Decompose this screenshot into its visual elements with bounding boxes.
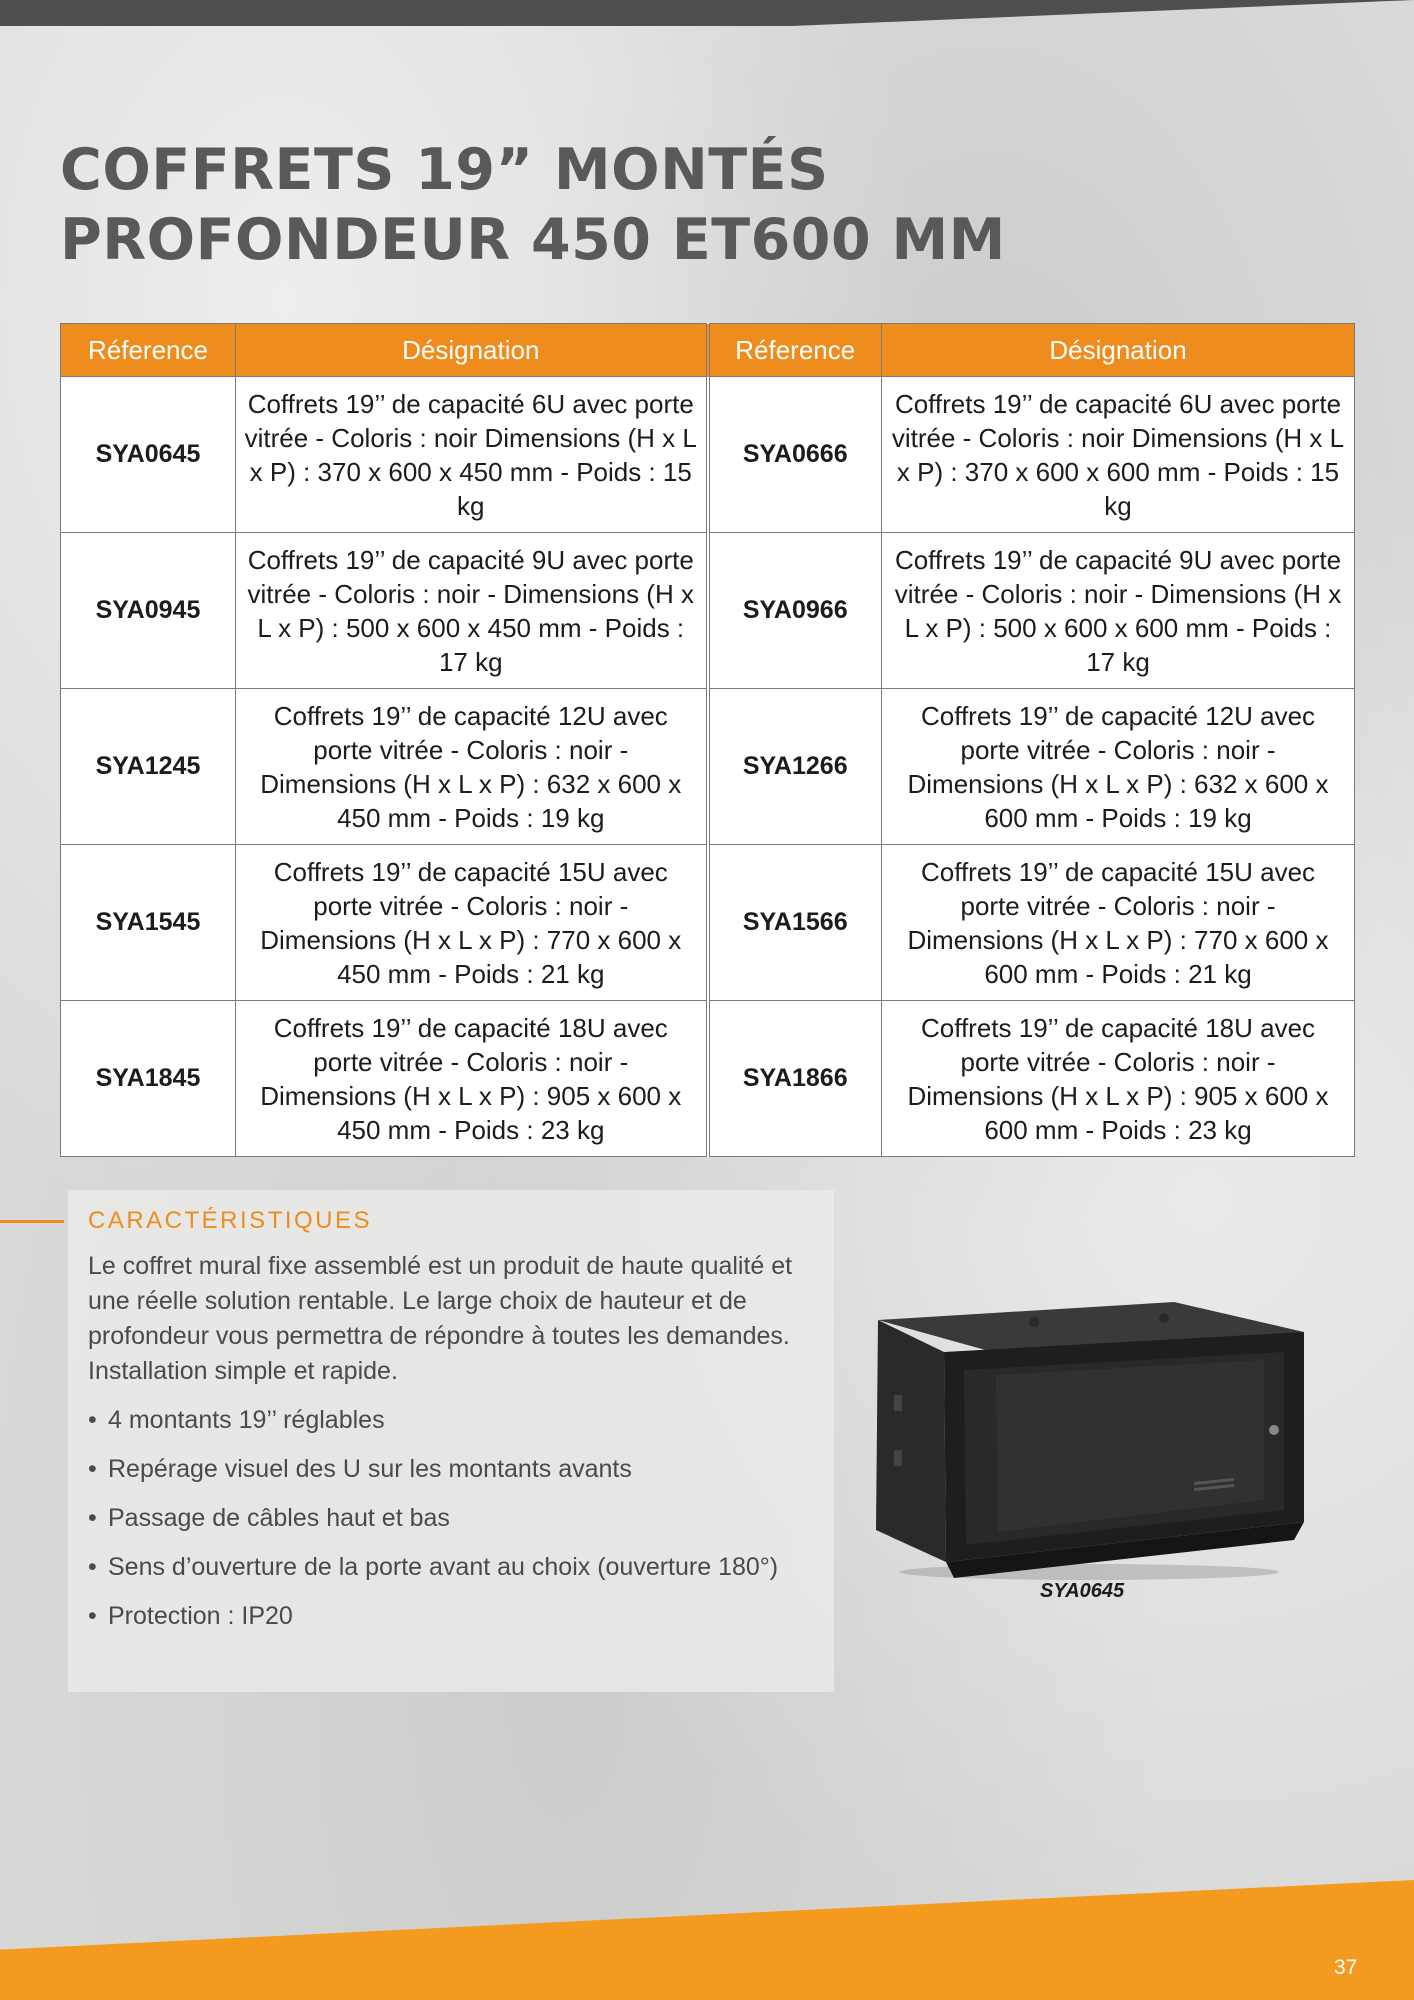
table-row — [61, 533, 1355, 689]
bullet-icon: • — [88, 1406, 97, 1434]
features-description: Le coffret mural fixe assemblé est un produit de haute qualité et une réelle solution rentable. Le large choix de hauteur et de profondeur vous permettra de répondre à toutes les demandes. Installation simple et rapide. — [88, 1252, 793, 1385]
spec-table — [60, 323, 1355, 1157]
features-accent-line — [0, 1220, 64, 1223]
reference-cell: SYA1566 — [708, 845, 882, 1001]
designation-cell: Coffrets 19’’ de capacité 12U avec porte vitrée - Coloris : noir - Dimensions (H x L x P) : 632 x 600 x 450 mm - Poids : 19 kg — [236, 689, 708, 845]
page-number: 37 — [1334, 1956, 1358, 1979]
page-title-line-1: COFFRETS 19” MONTÉS — [60, 137, 829, 203]
reference-cell: SYA1245 — [61, 689, 236, 845]
designation-cell: Coffrets 19’’ de capacité 15U avec porte vitrée - Coloris : noir - Dimensions (H x L x P) : 770 x 600 x 600 mm - Poids : 21 kg — [882, 845, 1355, 1001]
header-reference-right: Réference — [708, 324, 882, 377]
product-caption: SYA0645 — [1040, 1580, 1125, 1602]
header-designation-left: Désignation — [236, 324, 708, 377]
table-row — [61, 1001, 1355, 1157]
list-item-text: Sens d’ouverture de la porte avant au choix (ouverture 180°) — [108, 1553, 779, 1581]
header-reference-left: Réference — [61, 324, 236, 377]
list-item-text: Passage de câbles haut et bas — [108, 1504, 450, 1532]
designation-cell: Coffrets 19’’ de capacité 9U avec porte vitrée - Coloris : noir - Dimensions (H x L x P) : 500 x 600 x 450 mm - Poids : 17 kg — [236, 533, 708, 689]
reference-cell: SYA0666 — [708, 377, 882, 533]
bullet-icon: • — [88, 1602, 97, 1630]
reference-cell: SYA0645 — [61, 377, 236, 533]
reference-cell: SYA1845 — [61, 1001, 236, 1157]
designation-cell: Coffrets 19’’ de capacité 6U avec porte vitrée - Coloris : noir Dimensions (H x L x P) : 370 x 600 x 450 mm - Poids : 15 kg — [236, 377, 708, 533]
list-item — [88, 1550, 814, 1585]
designation-cell: Coffrets 19’’ de capacité 15U avec porte vitrée - Coloris : noir - Dimensions (H x L x P) : 770 x 600 x 450 mm - Poids : 21 kg — [236, 845, 708, 1001]
wall-cabinet-image — [864, 1300, 1314, 1585]
features-panel — [68, 1190, 834, 1692]
page-title — [60, 135, 1006, 275]
reference-cell: SYA1866 — [708, 1001, 882, 1157]
table-header-row — [61, 324, 1355, 377]
bullet-icon: • — [88, 1553, 97, 1581]
designation-cell: Coffrets 19’’ de capacité 18U avec porte vitrée - Coloris : noir - Dimensions (H x L x P) : 905 x 600 x 600 mm - Poids : 23 kg — [882, 1001, 1355, 1157]
bullet-icon: • — [88, 1504, 97, 1532]
list-item — [88, 1403, 814, 1438]
reference-cell: SYA0966 — [708, 533, 882, 689]
reference-cell: SYA1545 — [61, 845, 236, 1001]
table-row — [61, 377, 1355, 533]
list-item-text: Repérage visuel des U sur les montants avants — [108, 1455, 632, 1483]
features-title: CARACTÉRISTIQUES — [88, 1207, 373, 1234]
table-row — [61, 689, 1355, 845]
list-item — [88, 1501, 814, 1536]
reference-cell: SYA1266 — [708, 689, 882, 845]
list-item — [88, 1452, 814, 1487]
designation-cell: Coffrets 19’’ de capacité 6U avec porte vitrée - Coloris : noir Dimensions (H x L x P) : 370 x 600 x 600 mm - Poids : 15 kg — [882, 377, 1355, 533]
table-row — [61, 845, 1355, 1001]
list-item-text: 4 montants 19’’ réglables — [108, 1406, 385, 1434]
features-list — [88, 1403, 814, 1634]
designation-cell: Coffrets 19’’ de capacité 12U avec porte vitrée - Coloris : noir - Dimensions (H x L x P) : 632 x 600 x 600 mm - Poids : 19 kg — [882, 689, 1355, 845]
designation-cell: Coffrets 19’’ de capacité 9U avec porte vitrée - Coloris : noir - Dimensions (H x L x P) : 500 x 600 x 600 mm - Poids : 17 kg — [882, 533, 1355, 689]
bottom-band — [0, 1880, 1414, 2000]
reference-cell: SYA0945 — [61, 533, 236, 689]
top-bar — [0, 0, 1414, 26]
designation-cell: Coffrets 19’’ de capacité 18U avec porte vitrée - Coloris : noir - Dimensions (H x L x P) : 905 x 600 x 450 mm - Poids : 23 kg — [236, 1001, 708, 1157]
page-title-line-2: PROFONDEUR 450 ET600 MM — [60, 207, 1006, 273]
bullet-icon: • — [88, 1455, 97, 1483]
header-designation-right: Désignation — [882, 324, 1355, 377]
list-item-text: Protection : IP20 — [108, 1602, 293, 1630]
list-item — [88, 1599, 814, 1634]
